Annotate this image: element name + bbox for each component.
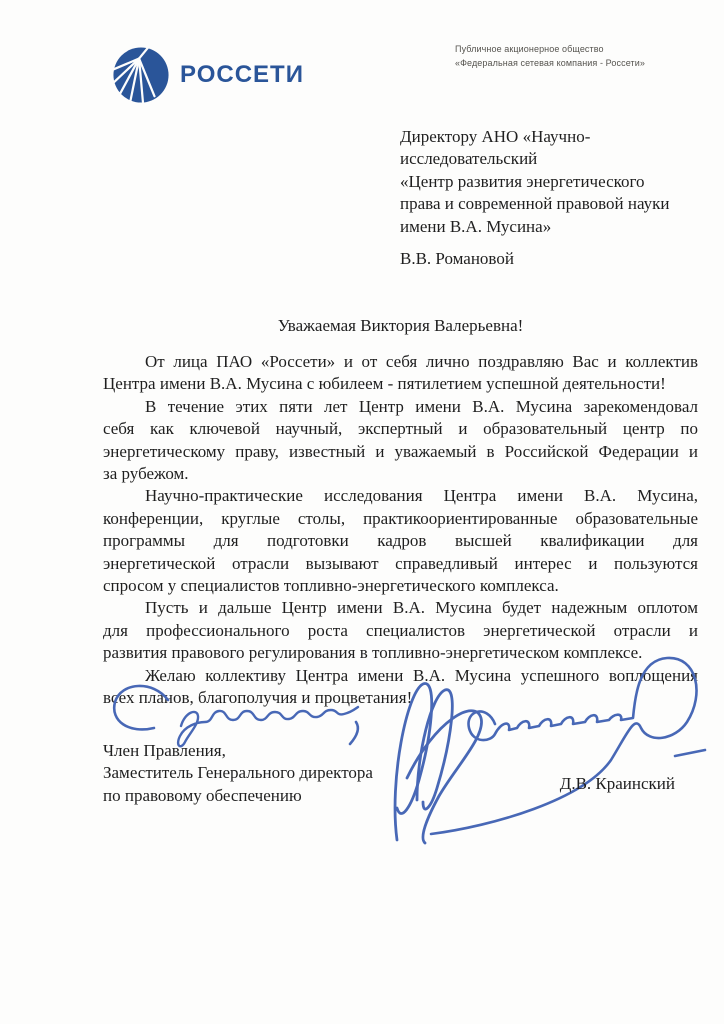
signer-name: Д.В. Краинский xyxy=(559,774,675,793)
signer-position-line: по правовому обеспечению xyxy=(103,785,302,805)
body-line: конференции, круглые столы, практикоориентированные образовательные xyxy=(103,508,698,528)
body-line: за рубежом. xyxy=(103,464,189,484)
salutation: Уважаемая Виктория Валерьевна! xyxy=(277,316,524,335)
rosseti-logo-icon xyxy=(112,46,170,104)
body-line: Центра имени В.А. Мусина с юбилеем - пятилетием успешной деятельности! xyxy=(103,374,666,394)
body-line: От лица ПАО «Россети» и от себя лично поздравляю Вас и коллектив xyxy=(145,352,698,371)
letterhead xyxy=(112,46,304,104)
body-paragraph xyxy=(103,485,698,597)
body-line: программы для подготовки кадров высшей квалификации для xyxy=(103,531,698,551)
brand-wordmark: РОССЕТИ xyxy=(180,61,304,88)
signer-position-line: Заместитель Генерального директора xyxy=(103,763,373,783)
body-line: развития правового регулирования в топливно-энергетическом комплексе. xyxy=(103,643,643,663)
body-paragraph xyxy=(103,396,698,486)
body-line: для профессионального роста специалистов энергетической отрасли и xyxy=(103,620,698,640)
letter-body xyxy=(103,351,698,710)
company-name xyxy=(455,43,685,70)
addressee-line: Директору АНО «Научно- xyxy=(400,127,591,146)
body-line: В течение этих пяти лет Центр имени В.А. Мусина зарекомендовал xyxy=(145,396,698,416)
addressee-block xyxy=(400,126,690,270)
addressee-line: права и современной правовой науки xyxy=(400,194,670,214)
body-paragraph xyxy=(103,665,698,710)
addressee-line: имени В.А. Мусина» xyxy=(400,216,552,236)
body-line: энергетическому праву, известный и уважаемый в Российской Федерации и xyxy=(103,441,698,461)
body-line: Пусть и дальше Центр имени В.А. Мусина будет надежным оплотом xyxy=(145,598,698,618)
body-paragraph xyxy=(103,597,698,664)
body-line: Желаю коллективу Центра имени В.А. Мусина успешного воплощения xyxy=(145,665,698,685)
body-paragraph xyxy=(103,351,698,396)
addressee-line: исследовательский xyxy=(400,149,538,169)
body-line: энергетической отрасли вызывают справедливый интерес и пользуются xyxy=(103,553,698,573)
company-name-line1: Публичное акционерное общество xyxy=(455,44,604,54)
addressee-name: В.В. Романовой xyxy=(400,249,514,269)
body-line: спросом у специалистов топливно-энергетического комплекса. xyxy=(103,576,559,596)
addressee-line: «Центр развития энергетического xyxy=(400,171,645,191)
body-line: себя как ключевой научный, экспертный и образовательный центр по xyxy=(103,419,698,439)
signer-position xyxy=(103,740,433,807)
signer-position-line: Член Правления, xyxy=(103,741,226,760)
company-name-line2: «Федеральная сетевая компания - Россети» xyxy=(455,57,645,68)
body-line: всех планов, благополучия и процветания! xyxy=(103,688,413,708)
body-line: Научно-практические исследования Центра имени В.А. Мусина, xyxy=(145,486,698,506)
